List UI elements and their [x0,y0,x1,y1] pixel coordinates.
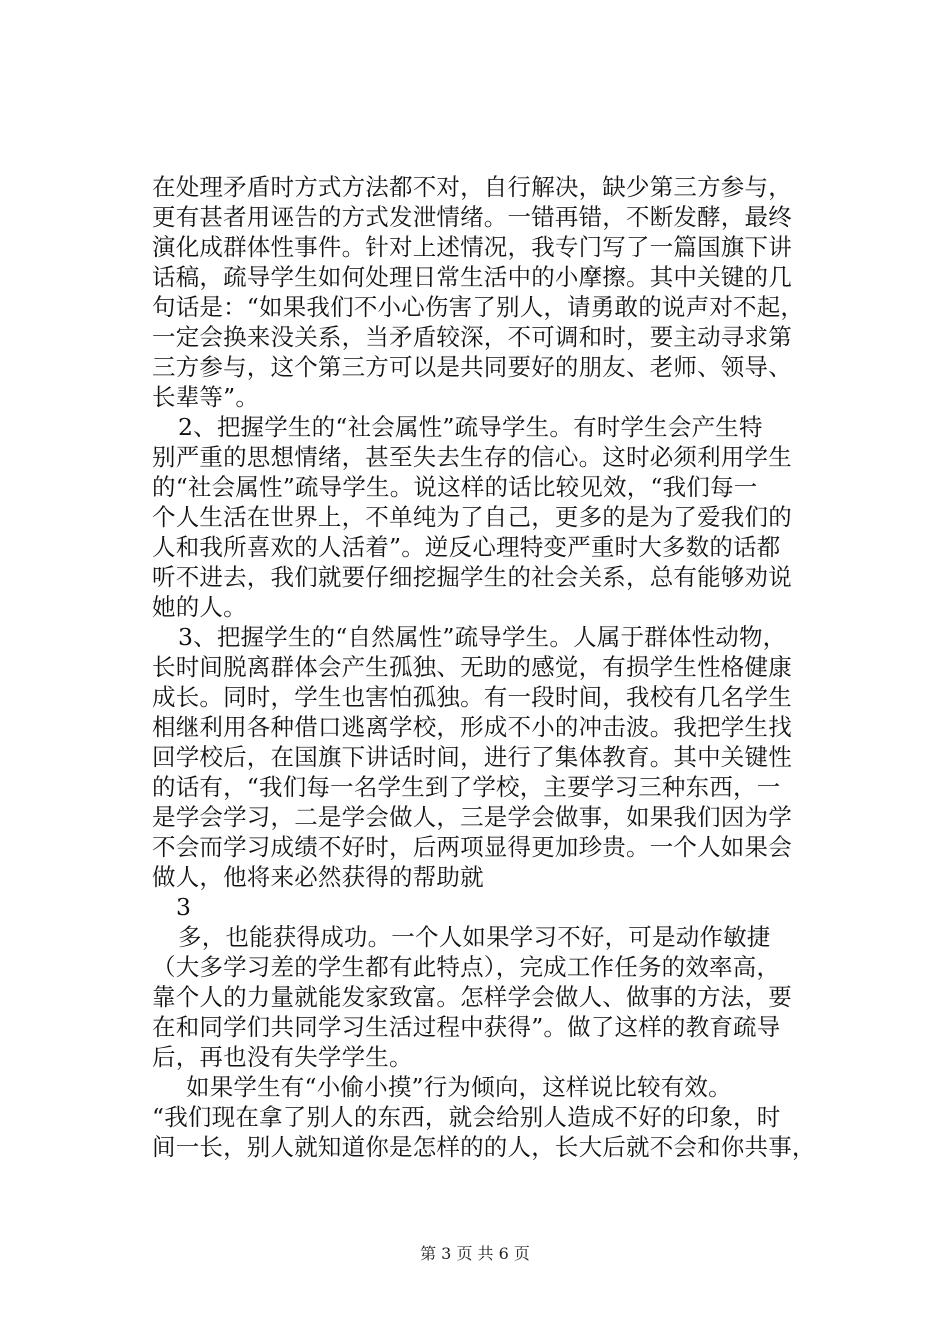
page-footer: 第 3 页 共 6 页 [420,1244,530,1263]
text-line: 回学校后，在国旗下讲话时间，进行了集体教育。其中关键性 [152,743,792,771]
text-line: 相继利用各种借口逃离学校，形成不小的冲击波。我把学生找 [152,713,792,741]
text-line: 间一长，别人就知道你是怎样的的人，长大后就不会和你共事， [152,1133,816,1161]
text-line: 人和我所喜欢的人活着”。逆反心理特变严重时大多数的话都 [152,533,781,561]
paragraph-start-line: 3、把握学生的“自然属性”疏导学生。人属于群体性动物， [178,623,787,651]
text-line: 是学会学习，二是学会做人，三是学会做事，如果我们因为学 [152,803,792,831]
text-line: 演化成群体性事件。针对上述情况，我专门写了一篇国旗下讲 [152,233,792,261]
text-line: 话稿，疏导学生如何处理日常生活中的小摩擦。其中关键的几 [152,263,792,291]
text-line: 一定会换来没关系，当矛盾较深，不可调和时，要主动寻求第 [152,323,792,351]
text-line: 别严重的思想情绪，甚至失去生存的信心。这时必须利用学生 [152,443,792,471]
text-line: 在处理矛盾时方式方法都不对，自行解决，缺少第三方参与， [152,173,792,201]
text-line: 三方参与，这个第三方可以是共同要好的朋友、老师、领导、 [152,353,792,381]
text-line: 长辈等”。 [152,383,260,411]
text-line: “我们现在拿了别人的东西，就会给别人造成不好的印象，时 [152,1103,781,1131]
text-line: 句话是：“如果我们不小心伤害了别人，请勇敢的说声对不起， [152,293,805,321]
text-line: 个人生活在世界上，不单纯为了自己，更多的是为了爱我们的 [152,503,792,531]
text-line: （大多学习差的学生都有此特点），完成工作任务的效率高， [152,953,781,981]
text-line: 成长。同时，学生也害怕孤独。有一段时间，我校有几名学生 [152,683,792,711]
text-line: 她的人。 [152,593,247,621]
text-line: 听不进去，我们就要仔细挖掘学生的社会关系，总有能够劝说 [152,563,792,591]
text-line: 靠个人的力量就能发家致富。怎样学会做人、做事的方法，要 [152,983,792,1011]
text-line: 不会而学习成绩不好时，后两项显得更加珍贵。一个人如果会 [152,833,792,861]
inline-page-number: 3 [176,893,192,921]
text-line: 做人，他将来必然获得的帮助就 [152,863,484,891]
text-line: 更有甚者用诬告的方式发泄情绪。一错再错，不断发酵，最终 [152,203,792,231]
body-text [152,172,852,1162]
paragraph-start-line: 2、把握学生的“社会属性”疏导学生。有时学生会产生特 [178,413,763,441]
text-line: 在和同学们共同学习生活过程中获得”。做了这样的教育疏导 [152,1013,781,1041]
text-line: 的话有，“我们每一名学生到了学校，主要学习三种东西，一 [152,773,781,801]
paragraph-start-line: 多，也能获得成功。一个人如果学习不好，可是动作敏捷 [178,923,771,951]
text-line: 的“社会属性”疏导学生。说这样的话比较见效，“我们每一 [152,473,758,501]
paragraph-start-line: 如果学生有“小偷小摸”行为倾向，这样说比较有效。 [186,1073,732,1101]
text-line: 后，再也没有失学学生。 [152,1043,413,1071]
text-line: 长时间脱离群体会产生孤独、无助的感觉，有损学生性格健康 [152,653,792,681]
